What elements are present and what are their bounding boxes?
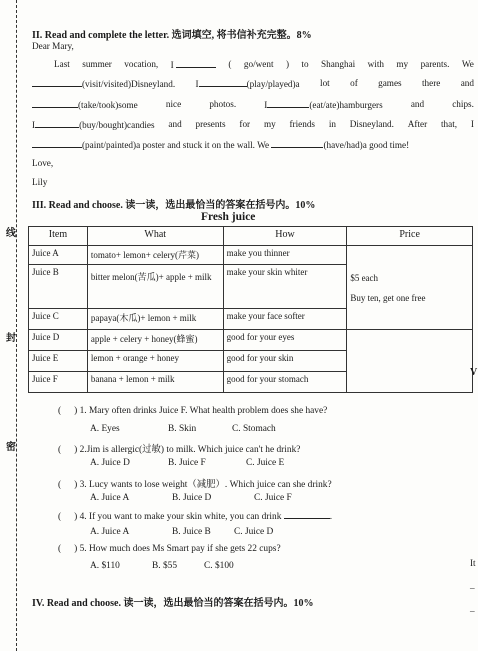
edge-text-it: It [470, 558, 476, 568]
question-text: 5. How much does Ms Smart pay if she gets 22 cups? [79, 544, 281, 554]
word: friends [289, 119, 316, 129]
word [264, 99, 382, 110]
edge-dash: _ [470, 603, 475, 613]
header-price: Price [347, 227, 473, 246]
word: and [168, 119, 182, 129]
edge-dash: _ [470, 580, 475, 590]
word: that, [440, 119, 458, 129]
word: I (buy/bought)candies [32, 120, 155, 130]
word: my [263, 119, 276, 129]
word: ( [228, 59, 232, 69]
question-1-option-b[interactable]: B. Skin [168, 424, 197, 434]
question-5-option-b[interactable]: B. $55 [152, 561, 178, 571]
question-text: 2.Jim is allergic(过敏) to milk. Which juice can't he drink? [79, 445, 301, 455]
cell-what: lemon + orange + honey [87, 351, 223, 372]
letter-closing: Love, [32, 158, 54, 168]
cell-what: tomato+ lemon+ celery(芹菜) [87, 246, 223, 265]
word: in [328, 119, 336, 129]
question-text: 3. Lucy wants to lose weight（减肥）. Which juice can she drink? [79, 480, 332, 490]
question-2-option-a[interactable]: A. Juice D [90, 458, 130, 468]
word: Disneyland. [349, 119, 394, 129]
juice-table [28, 226, 473, 393]
answer-blank[interactable] [284, 510, 330, 519]
cell-item: Juice D [29, 330, 88, 351]
cell-price [347, 246, 473, 330]
letter-salutation: Dear Mary, [32, 41, 74, 51]
question-4-option-b[interactable]: B. Juice B [172, 527, 211, 537]
margin-label-secret: 密 [6, 442, 16, 453]
cell-how: good for your skin [223, 351, 347, 372]
question-1-option-a[interactable]: A. Eyes [90, 424, 120, 434]
letter-line-1 [54, 59, 474, 70]
word: games [378, 78, 402, 88]
letter-signature: Lily [32, 177, 48, 187]
margin-label-seal: 封 [6, 333, 16, 344]
cell-item: Juice E [29, 351, 88, 372]
question-2-option-b[interactable]: B. Juice F [168, 458, 206, 468]
word: I [170, 60, 174, 70]
table-row [29, 246, 473, 265]
question-5-option-c[interactable]: C. $100 [204, 561, 234, 571]
answer-paren[interactable]: ) [74, 480, 78, 490]
word: presents [195, 119, 226, 129]
blank-7[interactable] [32, 139, 82, 148]
question-4: ( ) 4. If you want to make your skin white, you can drink . [58, 512, 333, 522]
word: (take/took)some [78, 100, 138, 110]
answer-paren[interactable]: ( [58, 445, 62, 455]
word: chips. [452, 99, 474, 109]
blank-8[interactable] [271, 139, 323, 148]
cell-how: make you thinner [223, 246, 347, 265]
answer-paren[interactable]: ( [58, 480, 62, 490]
question-text: 1. Mary often drinks Juice F. What health problem does she have? [79, 406, 328, 416]
answer-paren[interactable]: ) [74, 544, 78, 554]
letter-text: (have/had)a good time! [323, 140, 410, 150]
cell-item: Juice C [29, 309, 88, 330]
blank-4[interactable] [32, 99, 78, 108]
word: I [264, 100, 268, 110]
word: (play/played)a [246, 79, 300, 89]
cell-item: Juice A [29, 246, 88, 265]
price-each: $5 each [350, 272, 379, 283]
word: ) [285, 59, 289, 69]
question-5 [58, 544, 281, 554]
word: with [367, 59, 384, 69]
price-offer: Buy ten, get one free [350, 292, 426, 303]
letter-text: (paint/painted)a poster and stuck it on the wall. We [82, 140, 270, 150]
section-2-title: II. Read and complete the letter. 选词填空, 将书信补充完整。8% [32, 30, 312, 41]
word: go/went [243, 59, 274, 69]
word: to [301, 59, 309, 69]
word: parents. [420, 59, 450, 69]
cell-how: make your face softer [223, 309, 347, 330]
margin-label-line: 线 [6, 228, 16, 239]
answer-paren[interactable]: ( [58, 406, 62, 416]
word: (buy/bought)candies [79, 120, 155, 130]
word [32, 99, 138, 110]
word: (visit/visited)Disneyland. [82, 79, 176, 89]
question-3-option-a[interactable]: A. Juice A [90, 493, 130, 503]
table-title: Fresh juice [201, 211, 256, 223]
word: of [350, 78, 358, 88]
word: Last [54, 59, 70, 69]
blank-5[interactable] [267, 99, 309, 108]
word [171, 59, 216, 70]
word: We [461, 59, 474, 69]
header-what: What [87, 227, 223, 246]
cell-what: apple + celery + honey(蜂蜜) [87, 330, 223, 351]
question-3-option-c[interactable]: C. Juice F [254, 493, 292, 503]
letter-line-2 [32, 78, 474, 89]
header-item: Item [29, 227, 88, 246]
table-row [29, 330, 473, 351]
cell-what: papaya(木瓜)+ lemon + milk [87, 309, 223, 330]
section-4-title: IV. Read and choose. 读一读，选出最恰当的答案在括号内。10% [32, 598, 314, 609]
binding-margin-line [16, 0, 17, 651]
table-header-row [29, 227, 473, 246]
answer-paren[interactable]: ( [58, 544, 62, 554]
header-how: How [223, 227, 347, 246]
cell-item: Juice B [29, 265, 88, 309]
word [32, 78, 175, 89]
question-4-option-c[interactable]: C. Juice D [234, 527, 274, 537]
word: there [421, 78, 441, 88]
blank-3[interactable] [199, 78, 247, 87]
word: After [407, 119, 428, 129]
word: vocation, [124, 59, 159, 69]
cell-what: bitter melon(苦瓜)+ apple + milk [87, 265, 223, 309]
cell-price-empty [347, 330, 473, 393]
blank-1[interactable] [176, 59, 216, 68]
word: summer [82, 59, 112, 69]
question-4-option-a[interactable]: A. Juice A [90, 527, 130, 537]
letter-line-3 [32, 99, 474, 110]
question-3-option-b[interactable]: B. Juice D [172, 493, 212, 503]
word [196, 78, 300, 89]
question-2 [58, 441, 300, 455]
word: my [396, 59, 409, 69]
cell-how: good for your eyes [223, 330, 347, 351]
question-text: 4. If you want to make your skin white, you can drink [79, 512, 282, 522]
section-3-title: III. Read and choose. 读一读，选出最恰当的答案在括号内。10% [32, 200, 316, 211]
word: photos. [209, 99, 237, 109]
question-1 [58, 406, 327, 416]
cell-what: banana + lemon + milk [87, 372, 223, 393]
answer-paren[interactable]: ) [74, 512, 78, 522]
blank-2[interactable] [32, 78, 82, 87]
letter-line-5 [32, 139, 409, 150]
word: I [195, 79, 199, 89]
word: nice [165, 99, 182, 109]
question-2-option-c[interactable]: C. Juice E [246, 458, 285, 468]
answer-paren[interactable]: ( [58, 512, 62, 522]
question-3 [58, 476, 332, 490]
edge-letter-v: V [470, 367, 478, 378]
answer-paren[interactable]: ) [74, 406, 78, 416]
word: Shanghai [321, 59, 356, 69]
letter-line-4 [32, 119, 474, 130]
cell-item: Juice F [29, 372, 88, 393]
cell-how: make your skin whiter [223, 265, 347, 309]
word: (eat/ate)hamburgers [309, 100, 383, 110]
word: and [410, 99, 425, 109]
answer-paren[interactable]: ) [74, 445, 78, 455]
word: and [460, 78, 474, 88]
cell-how: good for your stomach [223, 372, 347, 393]
word: I [470, 119, 474, 129]
question-5-option-a[interactable]: A. $110 [90, 561, 120, 571]
word: for [239, 119, 251, 129]
question-1-option-c[interactable]: C. Stomach [232, 424, 276, 434]
blank-6[interactable] [35, 119, 79, 128]
word: lot [320, 78, 330, 88]
